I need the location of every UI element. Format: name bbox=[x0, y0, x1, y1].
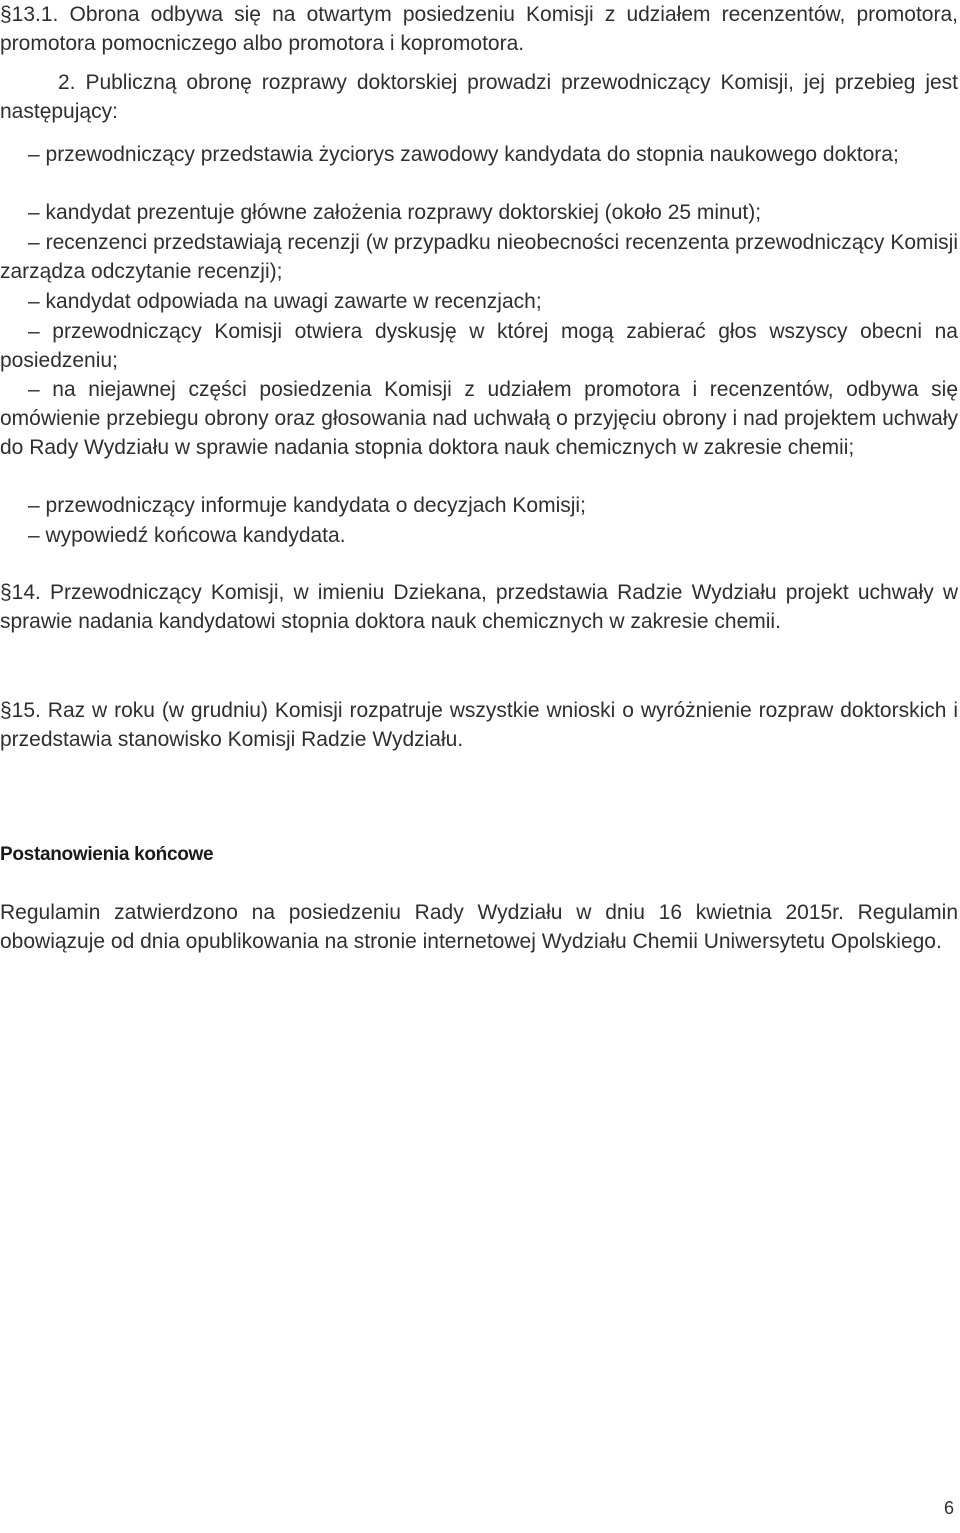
list-item: – przewodniczący Komisji otwiera dyskusję w której mogą zabierać głos wszyscy obecni na posiedzeniu; bbox=[0, 320, 958, 372]
paragraph-15: §15. Raz w roku (w grudniu) Komisji rozpatruje wszystkie wnioski o wyróżnienie rozpraw doktorskich i przedstawia stanowisko Komisji Radzie Wydziału. bbox=[0, 699, 958, 751]
list-item: – przewodniczący przedstawia życiorys zawodowy kandydata do stopnia naukowego doktora; bbox=[28, 143, 899, 166]
list-item: – kandydat odpowiada na uwagi zawarte w recenzjach; bbox=[28, 290, 542, 313]
paragraph-14: §14. Przewodniczący Komisji, w imieniu Dziekana, przedstawia Radzie Wydziału projekt uchwały w sprawie nadania kandydatowi stopnia doktora nauk chemicznych w zakresie chemii. bbox=[0, 581, 958, 633]
section-heading: Postanowienia końcowe bbox=[0, 844, 214, 865]
list-item: – recenzenci przedstawiają recenzji (w przypadku nieobecności recenzenta przewodniczący Komisji zarządza odczytanie recenzji); bbox=[0, 231, 958, 283]
list-item: – wypowiedź końcowa kandydata. bbox=[28, 524, 346, 547]
paragraph-13-1: §13.1. Obrona odbywa się na otwartym posiedzeniu Komisji z udziałem recenzentów, promotora, promotora pomocniczego albo promotora i kopromotora. bbox=[0, 3, 958, 55]
list-item: – kandydat prezentuje główne założenia rozprawy doktorskiej (około 25 minut); bbox=[28, 201, 762, 224]
paragraph-13-2: 2. Publiczną obronę rozprawy doktorskiej prowadzi przewodniczący Komisji, jej przebieg jest następujący: bbox=[0, 71, 958, 123]
list-item: – na niejawnej części posiedzenia Komisji z udziałem promotora i recenzentów, odbywa się omówienie przebiegu obrony oraz głosowania nad uchwałą o przyjęciu obrony i nad projektem uchwały do Rady Wydziału w sprawie nadania stopnia doktora nauk chemicznych w zakresie chemii; bbox=[0, 378, 958, 459]
list-item: – przewodniczący informuje kandydata o decyzjach Komisji; bbox=[28, 494, 586, 517]
final-paragraph: Regulamin zatwierdzono na posiedzeniu Rady Wydziału w dniu 16 kwietnia 2015r. Regulamin obowiązuje od dnia opublikowania na stronie internetowej Wydziału Chemii Uniwersytetu Opolskiego. bbox=[0, 901, 958, 953]
page-number: 6 bbox=[943, 1498, 954, 1518]
